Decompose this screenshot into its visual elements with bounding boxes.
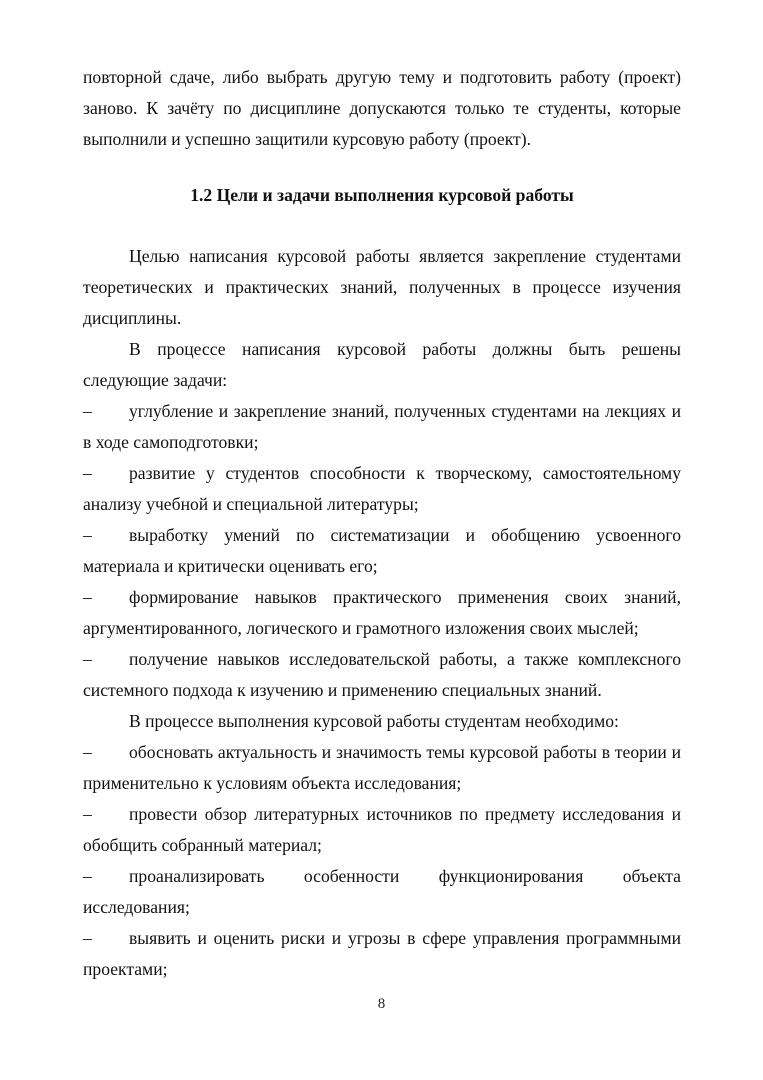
list-item bbox=[83, 799, 681, 861]
list-item-text: получение навыков исследовательской работы, а также комплексного системного подхода к изучению и применению специальных знаний. bbox=[83, 649, 681, 700]
spacer bbox=[83, 155, 681, 180]
list-item-text: проанализировать особенности функционирования объекта исследования; bbox=[83, 866, 681, 917]
dash-bullet: – bbox=[83, 866, 92, 886]
spacer bbox=[83, 211, 681, 241]
requirements-list bbox=[83, 737, 681, 985]
dash-bullet: – bbox=[83, 401, 92, 421]
dash-bullet: – bbox=[83, 587, 92, 607]
list-item-text: формирование навыков практического применения своих знаний, аргументированного, логического и грамотного изложения своих мыслей; bbox=[83, 587, 681, 638]
tasks-intro-paragraph: В процессе написания курсовой работы должны быть решены следующие задачи: bbox=[83, 339, 681, 390]
list-item bbox=[83, 861, 681, 923]
document-page bbox=[83, 62, 681, 985]
page-number: 8 bbox=[377, 996, 386, 1012]
dash-bullet: – bbox=[83, 742, 92, 762]
list-item-text: обосновать актуальность и значимость темы курсовой работы в теории и применительно к условиям объекта исследования; bbox=[83, 742, 681, 793]
tasks-list bbox=[83, 396, 681, 706]
list-item-text: выработку умений по систематизации и обобщению усвоенного материала и критически оценивать его; bbox=[83, 525, 681, 576]
dash-bullet: – bbox=[83, 649, 92, 669]
list-item-text: выявить и оценить риски и угрозы в сфере управления программными проектами; bbox=[83, 928, 681, 979]
list-item bbox=[83, 644, 681, 706]
list-item-text: провести обзор литературных источников по предмету исследования и обобщить собранный материал; bbox=[83, 804, 681, 855]
dash-bullet: – bbox=[83, 928, 92, 948]
list-item-text: углубление и закрепление знаний, полученных студентами на лекциях и в ходе самоподготовки; bbox=[83, 401, 681, 452]
dash-bullet: – bbox=[83, 525, 92, 545]
list-item-text: развитие у студентов способности к творческому, самостоятельному анализу учебной и специальной литературы; bbox=[83, 463, 681, 514]
requirements-intro-paragraph: В процессе выполнения курсовой работы студентам необходимо: bbox=[129, 711, 619, 731]
list-item bbox=[83, 737, 681, 799]
section-heading: 1.2 Цели и задачи выполнения курсовой работы bbox=[190, 185, 574, 205]
list-item bbox=[83, 923, 681, 985]
goal-paragraph: Целью написания курсовой работы является закрепление студентами теоретических и практических знаний, полученных в процессе изучения дисциплины. bbox=[83, 246, 681, 328]
dash-bullet: – bbox=[83, 463, 92, 483]
list-item bbox=[83, 582, 681, 644]
list-item bbox=[83, 520, 681, 582]
list-item bbox=[83, 458, 681, 520]
dash-bullet: – bbox=[83, 804, 92, 824]
intro-paragraph: повторной сдаче, либо выбрать другую тему и подготовить работу (проект) заново. К зачёту по дисциплине допускаются только те студенты, которые выполнили и успешно защитили курсовую работу (проект). bbox=[83, 67, 681, 149]
list-item bbox=[83, 396, 681, 458]
